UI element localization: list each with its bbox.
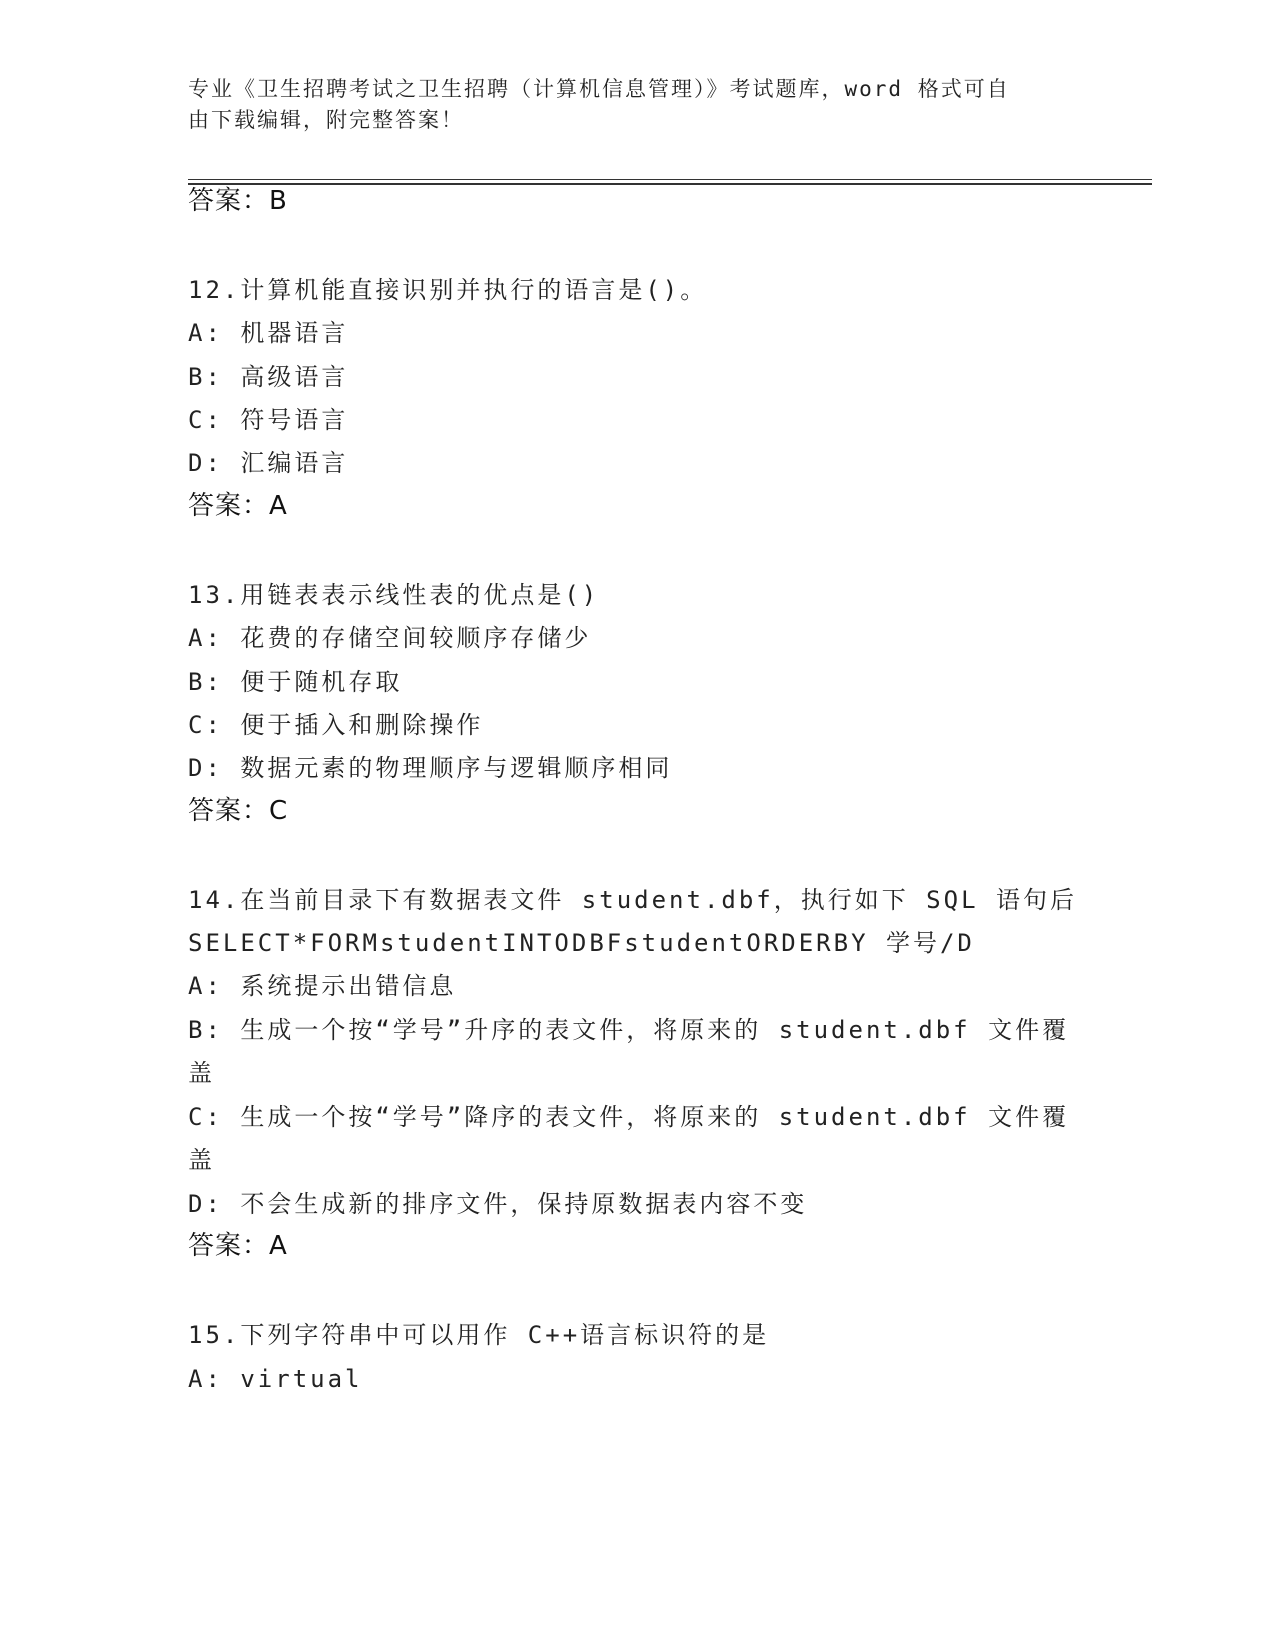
question-13-answer: 答案：C [188,796,289,826]
question-15-option-a: A: virtual [188,1365,363,1393]
question-14-option-c: C: 生成一个按“学号”降序的表文件，将原来的 student.dbf 文件覆 [188,1103,1070,1131]
question-12-option-b: B: 高级语言 [188,363,349,391]
question-13-option-d: D: 数据元素的物理顺序与逻辑顺序相同 [188,754,673,782]
question-12-text: 12.计算机能直接识别并执行的语言是()。 [188,276,708,304]
question-12-option-d: D: 汇编语言 [188,449,349,477]
question-12-answer: 答案：A [188,491,288,521]
header-line-1: 专业《卫生招聘考试之卫生招聘（计算机信息管理）》考试题库，word 格式可自 [188,77,1010,101]
header-divider-thick [188,183,1152,185]
question-14-option-d: D: 不会生成新的排序文件，保持原数据表内容不变 [188,1190,808,1218]
question-12-option-c: C: 符号语言 [188,406,349,434]
question-14-option-c-cont: 盖 [188,1146,215,1174]
question-14-text-line-2: SELECT*FORMstudentINTODBFstudentORDERBY 学号/D [188,929,975,957]
question-13-option-c: C: 便于插入和删除操作 [188,711,484,739]
question-13-text: 13.用链表表示线性表的优点是() [188,581,600,609]
question-14-text-line-1: 14.在当前目录下有数据表文件 student.dbf，执行如下 SQL 语句后 [188,886,1077,914]
question-13-option-a: A: 花费的存储空间较顺序存储少 [188,624,592,652]
question-14-answer: 答案：A [188,1231,288,1261]
question-12-option-a: A: 机器语言 [188,319,349,347]
question-14-option-b-cont: 盖 [188,1059,215,1087]
question-14-option-b: B: 生成一个按“学号”升序的表文件，将原来的 student.dbf 文件覆 [188,1016,1070,1044]
question-15-text: 15.下列字符串中可以用作 C++语言标识符的是 [188,1321,770,1349]
document-header [188,74,1068,136]
header-line-2: 由下载编辑，附完整答案！ [188,108,464,132]
answer-previous: 答案：B [188,186,288,216]
question-14-option-a: A: 系统提示出错信息 [188,972,457,1000]
header-divider-thin [188,179,1152,180]
question-13-option-b: B: 便于随机存取 [188,668,403,696]
